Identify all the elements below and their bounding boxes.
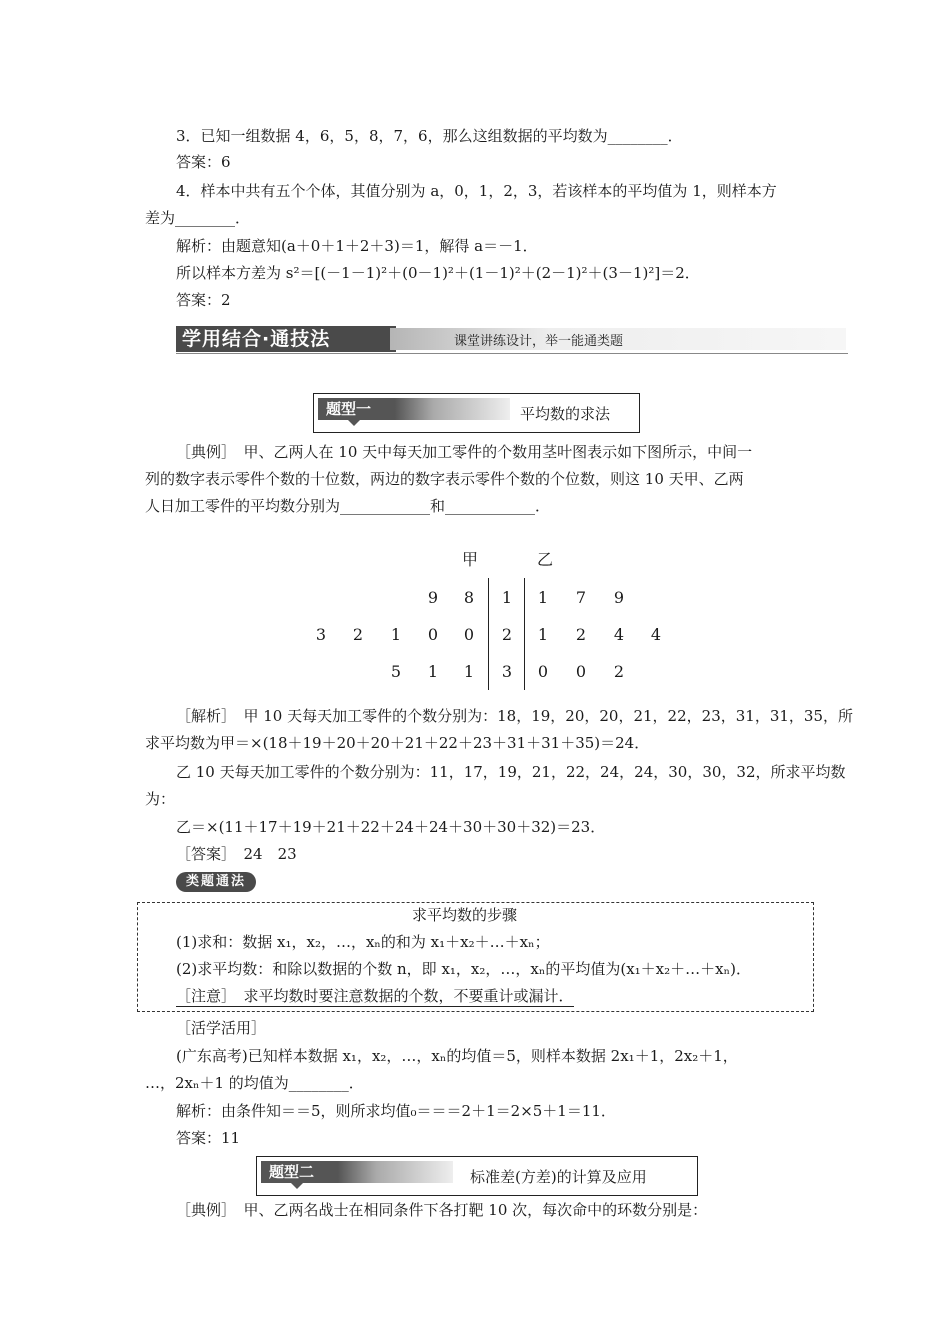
leaf-right: 0 — [575, 662, 587, 681]
type2-title: 标准差(方差)的计算及应用 — [470, 1168, 647, 1186]
type1-example-l2: 列的数字表示零件个数的十位数，两边的数字表示零件个数的个位数，则这 10 天甲、乙两 — [145, 470, 744, 488]
method-note: ［注意］ 求平均数时要注意数据的个数，不要重计或漏计． — [176, 987, 574, 1005]
stem-right-label: 乙 — [536, 550, 553, 569]
leaf-right: 4 — [613, 625, 625, 644]
type1-tag: 题型一 — [318, 398, 510, 420]
leaf-left: 5 — [390, 662, 402, 681]
leaf-left: 0 — [463, 625, 475, 644]
method-pill: 类题通法 — [176, 872, 256, 892]
stem-left-label: 甲 — [461, 550, 478, 569]
practice-l1: (广东高考)已知样本数据 x₁，x₂，…，xₙ的均值＝5，则样本数据 2x₁＋1，2x₂＋1， — [176, 1047, 738, 1065]
type2-tag: 题型二 — [261, 1161, 453, 1183]
practice-answer: 答案：11 — [176, 1129, 241, 1147]
leaf-right: 4 — [650, 625, 662, 644]
leaf-right: 2 — [575, 625, 587, 644]
q4-line2: 差为________． — [145, 209, 251, 227]
method-step1: (1)求和：数据 x₁，x₂，…，xₙ的和为 x₁＋x₂＋…＋xₙ； — [176, 933, 550, 951]
leaf-left: 8 — [463, 588, 475, 607]
solution-l3: 乙 10 天每天加工零件的个数分别为：11，17，19，21，22，24，24，30，30，32，所求平均数 — [176, 763, 846, 781]
leaf-left: 1 — [390, 625, 402, 644]
solution-l2: 求平均数为甲＝×(18＋19＋20＋20＋21＋22＋23＋31＋31＋35)＝24． — [145, 734, 650, 752]
stem-divider-left — [488, 578, 489, 690]
solution-l1: ［解析］ 甲 10 天每天加工零件的个数分别为：18，19，20，20，21，22，23，31，31，35，所 — [176, 707, 853, 725]
practice-l2: …，2xₙ＋1 的均值为________． — [145, 1074, 364, 1092]
method-title: 求平均数的步骤 — [412, 906, 518, 924]
leaf-left: 1 — [427, 662, 439, 681]
q3-text: 3．已知一组数据 4，6，5，8，7，6，那么这组数据的平均数为________． — [176, 127, 683, 145]
leaf-left: 0 — [427, 625, 439, 644]
solution-l4: 为： — [145, 790, 176, 808]
section-banner — [176, 326, 848, 354]
type1-title: 平均数的求法 — [520, 405, 611, 423]
q4-analysis1: 解析：由题意知(a＋0＋1＋2＋3)＝1，解得 a＝－1． — [176, 237, 538, 255]
leaf-right: 7 — [575, 588, 587, 607]
banner-title: 学用结合·通技法 — [176, 326, 396, 352]
leaf-left: 9 — [427, 588, 439, 607]
banner-subtitle: 课堂讲练设计，举一能通类题 — [454, 334, 624, 349]
leaf-left: 3 — [315, 625, 327, 644]
leaf-right: 9 — [613, 588, 625, 607]
leaf-left: 2 — [352, 625, 364, 644]
type2-box — [256, 1156, 698, 1196]
method-step2: (2)求平均数：和除以数据的个数 n，即 x₁，x₂，…，xₙ的平均值为(x₁＋x₂＋…＋xₙ)． — [176, 960, 751, 978]
type1-box — [313, 393, 640, 433]
banner-rule — [176, 353, 848, 354]
stem-value: 3 — [501, 662, 513, 681]
type2-example: ［典例］ 甲、乙两名战士在相同条件下各打靶 10 次，每次命中的环数分别是： — [176, 1201, 708, 1219]
q4-answer: 答案：2 — [176, 291, 231, 309]
leaf-right: 1 — [537, 625, 549, 644]
leaf-right: 0 — [537, 662, 549, 681]
q4-line1: 4．样本中共有五个个体，其值分别为 a，0，1，2，3，若该样本的平均值为 1，则样本方 — [176, 182, 777, 200]
q3-answer: 答案：6 — [176, 153, 231, 171]
stem-value: 2 — [501, 625, 513, 644]
type1-example-l3: 人日加工零件的平均数分别为____________和____________． — [145, 497, 551, 515]
q4-analysis2: 所以样本方差为 s²＝[(－1－1)²＋(0－1)²＋(1－1)²＋(2－1)²＋(3－1)²]＝2． — [176, 264, 700, 282]
practice-label: ［活学活用］ — [176, 1019, 267, 1037]
stem-divider-right — [524, 578, 525, 690]
type1-example-l1: ［典例］ 甲、乙两人在 10 天中每天加工零件的个数用茎叶图表示如下图所示，中间一 — [176, 443, 753, 461]
practice-analysis: 解析：由条件知＝＝5，则所求均值₀＝＝＝2＋1＝2×5＋1＝11． — [176, 1102, 616, 1120]
solution-answer: ［答案］ 24 23 — [176, 845, 297, 863]
leaf-right: 1 — [537, 588, 549, 607]
solution-l5: 乙＝×(11＋17＋19＋21＋22＋24＋24＋30＋30＋32)＝23． — [176, 818, 606, 836]
leaf-left: 1 — [463, 662, 475, 681]
leaf-right: 2 — [613, 662, 625, 681]
stem-value: 1 — [501, 588, 513, 607]
